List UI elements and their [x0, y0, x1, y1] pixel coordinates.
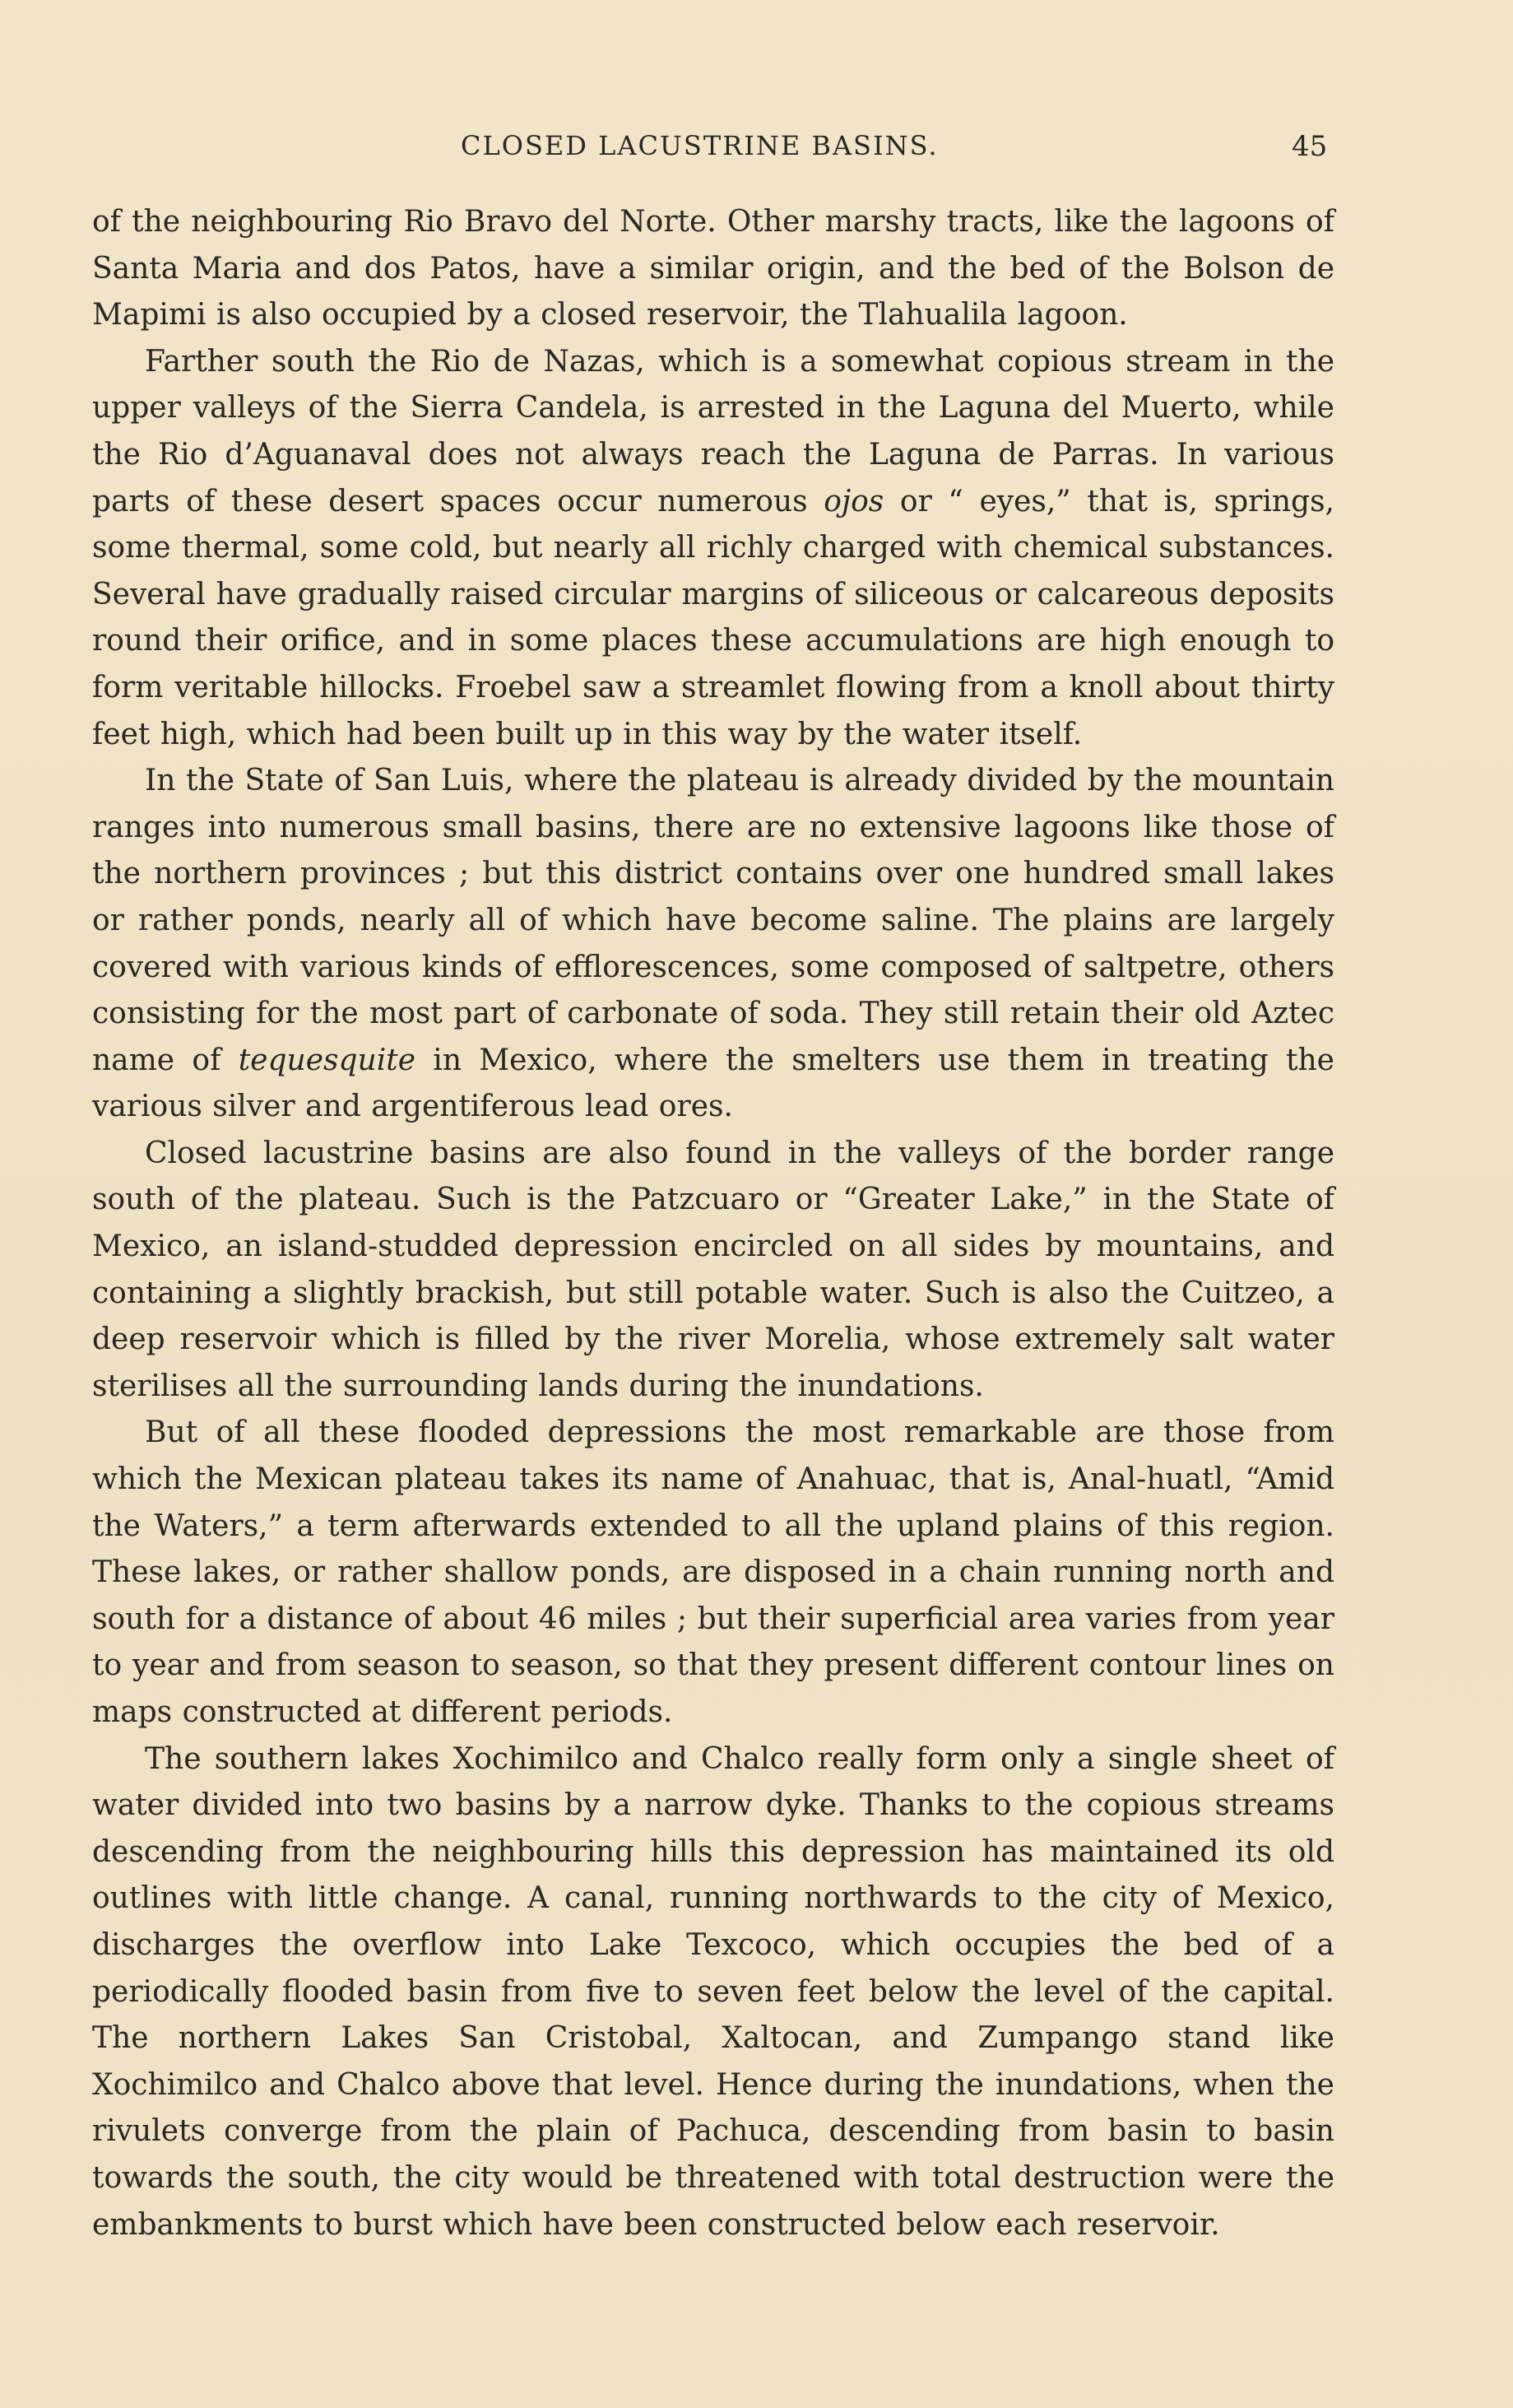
paragraph-3-italic-term: tequesquite — [238, 1043, 415, 1077]
paragraph-5-text: But of all these flooded depressions the most remarkable are those from which the Mexican plateau takes its name of Anahuac, that is, Anal-huatl, “Amid the Waters,” a term afterwards extended to all the upland plains of this region. These lakes, or rather shallow ponds, are disposed in a chain running north and south for a distance of about 46 miles ; but their superficial area varies from year to year and from season to season, so that they present different contour lines on maps constructed at different periods. — [92, 1416, 1334, 1729]
paragraph-5 — [92, 1410, 1334, 1736]
paragraph-1-text: of the neighbouring Rio Bravo del Norte. Other marshy tracts, like the lagoons of Santa Maria and dos Patos, have a similar origin, and the bed of the Bolson de Mapimi is also occupied by a closed reservoir, the Tlahualila lagoon. — [92, 205, 1334, 332]
paragraph-3-text-before: In the State of San Luis, where the plateau is already divided by the mountain ranges into numerous small basins, there are no extensive lagoons like those of the northern provinces ; but this district contains over one hundred small lakes or rather ponds, nearly all of which have become saline. The plains are largely covered with various kinds of efflorescences, some composed of saltpetre, others consisting for the most part of carbonate of soda. They still retain their old Aztec name of — [92, 764, 1334, 1077]
paragraph-6 — [92, 1736, 1334, 2249]
body-text — [92, 199, 1334, 2248]
paragraph-3-text-after: in Mexico, where the smelters use them in treating the various silver and argentiferous lead ores. — [92, 1043, 1334, 1124]
running-header — [0, 130, 1513, 171]
paragraph-1 — [92, 199, 1334, 339]
paragraph-3 — [92, 758, 1334, 1131]
paragraph-4-text: Closed lacustrine basins are also found in the valleys of the border range south of the plateau. Such is the Patzcuaro or “Greater Lake,” in the State of Mexico, an island-studded depression encircled on all sides by mountains, and containing a slightly brackish, but still potable water. Such is also the Cuitzeo, a deep reservoir which is filled by the river Morelia, whose extremely salt water sterilises all the surrounding lands during the inundations. — [92, 1136, 1334, 1403]
paragraph-2-text-before: Farther south the Rio de Nazas, which is a somewhat copious stream in the upper valleys of the Sierra Candela, is arrested in the Laguna del Muerto, while the Rio d’Aguanaval does not always reach the Laguna de Parras. In various parts of these desert spaces occur numerous — [92, 344, 1334, 518]
paragraph-6-text: The southern lakes Xochimilco and Chalco really form only a single sheet of water divided into two basins by a narrow dyke. Thanks to the copious streams descending from the neighbouring hills this depression has maintained its old outlines with little change. A canal, running northwards to the city of Mexico, discharges the overflow into Lake Texcoco, which occupies the bed of a periodically flooded basin from five to seven feet below the level of the capital. The northern Lakes San Cristobal, Xaltocan, and Zumpango stand like Xochimilco and Chalco above that level. Hence during the inundations, when the rivulets converge from the plain of Pachuca, descending from basin to basin towards the south, the city would be threatened with total destruction were the embankments to burst which have been constructed below each reservoir. — [92, 1741, 1334, 2242]
page-number: 45 — [1292, 130, 1328, 163]
running-title: CLOSED LACUSTRINE BASINS. — [461, 130, 939, 161]
paragraph-2 — [92, 339, 1334, 758]
paragraph-2-italic-term: ojos — [824, 484, 884, 518]
paragraph-2-text-after: or “ eyes,” that is, springs, some thermal, some cold, but nearly all richly charged with chemical substances. Several have gradually raised circular margins of siliceous or calcareous deposits round their orifice, and in some places these accumulations are high enough to form veritable hillocks. Froebel saw a streamlet flowing from a knoll about thirty feet high, which had been built up in this way by the water itself. — [92, 484, 1334, 751]
paragraph-4 — [92, 1131, 1334, 1411]
